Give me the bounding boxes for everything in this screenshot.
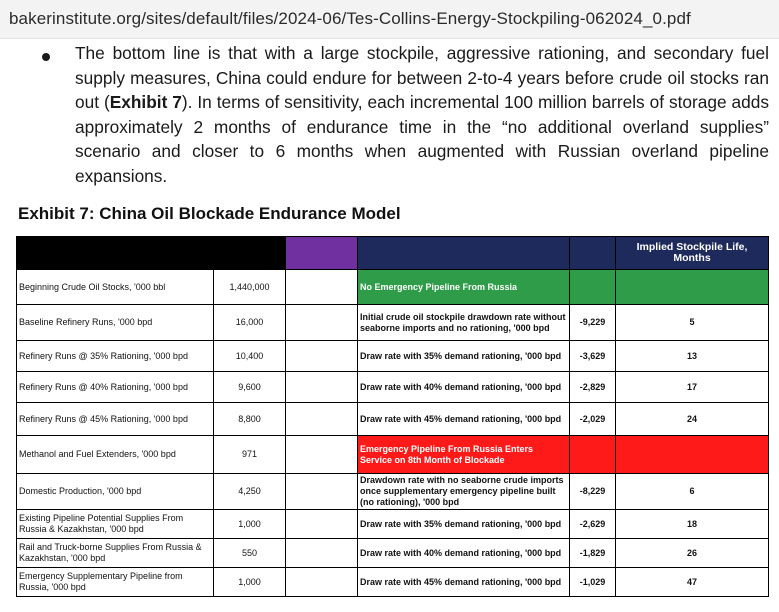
stockpile-life-months: 17 xyxy=(616,372,769,403)
bullet-text-before: The bottom line is that with a large stockpile, aggressive rationing, and secondary fuel supply measures, China could endure for between 2-to-4 years before crude oil stocks ran out ( xyxy=(75,43,769,113)
row-label: Rail and Truck-borne Supplies From Russia & Kazakhstan, '000 bpd xyxy=(17,539,214,568)
header-cell-black-1 xyxy=(17,237,214,270)
row-value: 1,000 xyxy=(214,510,286,539)
row-label: Refinery Runs @ 45% Rationing, '000 bpd xyxy=(17,403,214,436)
row-empty-cell xyxy=(286,436,358,474)
scenario-header: No Emergency Pipeline From Russia xyxy=(358,270,570,305)
bullet-text-bold: Exhibit 7 xyxy=(109,92,182,113)
row-label: Refinery Runs @ 40% Rationing, '000 bpd xyxy=(17,372,214,403)
drawdown-rate: -8,229 xyxy=(570,474,616,510)
endurance-model-table xyxy=(16,236,769,597)
table-row xyxy=(17,568,769,597)
row-value: 16,000 xyxy=(214,305,286,341)
stockpile-life-months xyxy=(616,270,769,305)
row-empty-cell xyxy=(286,403,358,436)
scenario-description: Draw rate with 45% demand rationing, '000 bpd xyxy=(358,403,570,436)
drawdown-rate xyxy=(570,436,616,474)
row-empty-cell xyxy=(286,305,358,341)
stockpile-life-months: 26 xyxy=(616,539,769,568)
row-label: Baseline Refinery Runs, '000 bpd xyxy=(17,305,214,341)
row-empty-cell xyxy=(286,372,358,403)
row-empty-cell xyxy=(286,270,358,305)
drawdown-rate xyxy=(570,270,616,305)
table-row xyxy=(17,510,769,539)
scenario-description: Draw rate with 40% demand rationing, '000 bpd xyxy=(358,539,570,568)
header-cell-purple xyxy=(286,237,358,270)
row-value: 1,440,000 xyxy=(214,270,286,305)
table-row xyxy=(17,403,769,436)
stockpile-life-months: 13 xyxy=(616,341,769,372)
stockpile-life-months: 18 xyxy=(616,510,769,539)
bullet-text-after: ). In terms of sensitivity, each incremental 100 million barrels of storage adds approximately 2 months of endurance time in the “no additional overland supplies” scenario and closer to 6 months when augmented with Russian overland pipeline expansions. xyxy=(75,92,769,186)
table-row xyxy=(17,270,769,305)
row-value: 10,400 xyxy=(214,341,286,372)
stockpile-life-months: 47 xyxy=(616,568,769,597)
row-label: Methanol and Fuel Extenders, '000 bpd xyxy=(17,436,214,474)
row-empty-cell xyxy=(286,510,358,539)
scenario-description: Drawdown rate with no seaborne crude imports once supplementary emergency pipeline built (no rationing), '000 bpd xyxy=(358,474,570,510)
row-value: 8,800 xyxy=(214,403,286,436)
row-empty-cell xyxy=(286,539,358,568)
header-stockpile-life: Implied Stockpile Life, Months xyxy=(616,237,769,270)
stockpile-life-months: 6 xyxy=(616,474,769,510)
row-empty-cell xyxy=(286,568,358,597)
row-value: 971 xyxy=(214,436,286,474)
bullet-dot-icon xyxy=(42,53,50,61)
row-empty-cell xyxy=(286,474,358,510)
row-value: 550 xyxy=(214,539,286,568)
row-label: Refinery Runs @ 35% Rationing, '000 bpd xyxy=(17,341,214,372)
drawdown-rate: -9,229 xyxy=(570,305,616,341)
row-empty-cell xyxy=(286,341,358,372)
scenario-header: Emergency Pipeline From Russia Enters Service on 8th Month of Blockade xyxy=(358,436,570,474)
table-row xyxy=(17,305,769,341)
drawdown-rate: -1,829 xyxy=(570,539,616,568)
table-row xyxy=(17,372,769,403)
address-bar[interactable] xyxy=(0,0,779,39)
stockpile-life-months xyxy=(616,436,769,474)
scenario-description: Initial crude oil stockpile drawdown rate without seaborne imports and no rationing, '000 bpd xyxy=(358,305,570,341)
table-row xyxy=(17,539,769,568)
scenario-description: Draw rate with 40% demand rationing, '000 bpd xyxy=(358,372,570,403)
row-label: Domestic Production, '000 bpd xyxy=(17,474,214,510)
row-value: 1,000 xyxy=(214,568,286,597)
row-label: Existing Pipeline Potential Supplies From Russia & Kazakhstan, '000 bpd xyxy=(17,510,214,539)
row-label: Beginning Crude Oil Stocks, '000 bbl xyxy=(17,270,214,305)
header-cell-navy-2 xyxy=(570,237,616,270)
drawdown-rate: -2,829 xyxy=(570,372,616,403)
drawdown-rate: -1,029 xyxy=(570,568,616,597)
row-value: 9,600 xyxy=(214,372,286,403)
stockpile-life-months: 24 xyxy=(616,403,769,436)
table-header-row xyxy=(17,237,769,270)
url-text[interactable]: bakerinstitute.org/sites/default/files/2024-06/Tes-Collins-Energy-Stockpiling-062024_0.pdf xyxy=(9,9,691,28)
scenario-description: Draw rate with 35% demand rationing, '000 bpd xyxy=(358,510,570,539)
table-row xyxy=(17,341,769,372)
header-cell-navy-1 xyxy=(358,237,570,270)
header-cell-black-2 xyxy=(214,237,286,270)
drawdown-rate: -2,629 xyxy=(570,510,616,539)
stockpile-life-months: 5 xyxy=(616,305,769,341)
scenario-description: Draw rate with 35% demand rationing, '000 bpd xyxy=(358,341,570,372)
bullet-text xyxy=(75,41,769,189)
table-row xyxy=(17,474,769,510)
scenario-description: Draw rate with 45% demand rationing, '000 bpd xyxy=(358,568,570,597)
exhibit-title: Exhibit 7: China Oil Blockade Endurance Model xyxy=(18,204,401,223)
drawdown-rate: -3,629 xyxy=(570,341,616,372)
table-row xyxy=(17,436,769,474)
row-label: Emergency Supplementary Pipeline from Russia, '000 bpd xyxy=(17,568,214,597)
drawdown-rate: -2,029 xyxy=(570,403,616,436)
row-value: 4,250 xyxy=(214,474,286,510)
